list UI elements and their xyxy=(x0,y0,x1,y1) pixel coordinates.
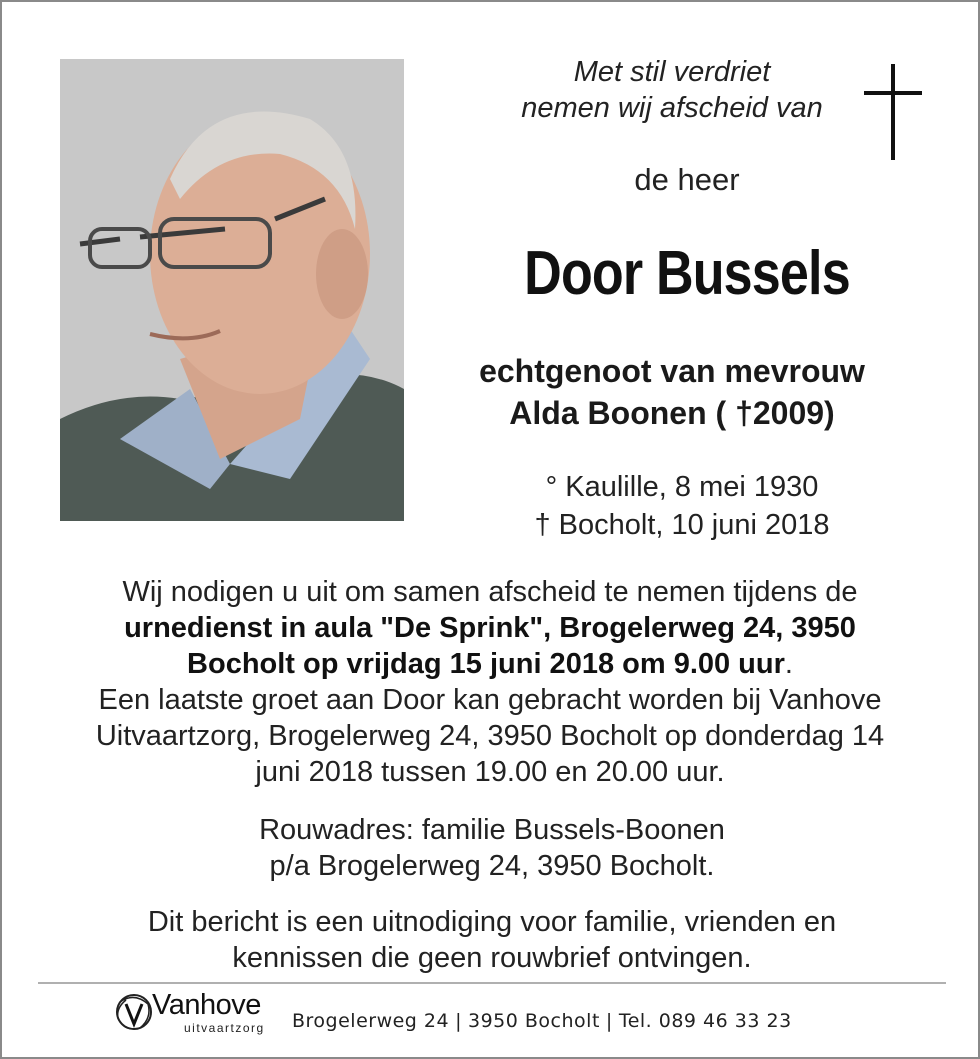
service-line-3: Bocholt op vrijdag 15 juni 2018 om 9.00 uur xyxy=(187,648,785,680)
service-line-4: Een laatste groet aan Door kan gebracht worden bij Vanhove xyxy=(98,684,882,716)
cross-icon xyxy=(864,64,922,162)
portrait-illustration xyxy=(60,59,404,521)
address-line-2: p/a Brogelerweg 24, 3950 Bocholt. xyxy=(269,850,715,882)
notice-line-2: kennissen die geen rouwbrief ontvingen. xyxy=(232,942,752,974)
vanhove-logo xyxy=(112,988,282,1038)
spouse-line-1: echtgenoot van mevrouw xyxy=(479,353,865,389)
spouse-line-2: Alda Boonen ( †2009) xyxy=(509,395,835,431)
footer-separator: | xyxy=(605,1010,613,1032)
logo-subtitle: uitvaartzorg xyxy=(184,1021,265,1035)
service-line-1: Wij nodigen u uit om samen afscheid te nemen tijdens de xyxy=(122,576,858,608)
spouse-info xyxy=(432,350,912,434)
service-announcement xyxy=(22,574,958,790)
intro-line-2: nemen wij afscheid van xyxy=(521,92,823,124)
portrait-photo xyxy=(60,59,404,521)
service-line-6: juni 2018 tussen 19.00 en 20.00 uur. xyxy=(255,756,725,788)
address-line-1: Rouwadres: familie Bussels-Boonen xyxy=(259,814,725,846)
life-dates xyxy=(472,468,892,544)
footer-city: 3950 Bocholt xyxy=(468,1010,600,1032)
mourning-address xyxy=(162,812,822,884)
service-line-5: Uitvaartzorg, Brogelerweg 24, 3950 Bocholt op donderdag 14 xyxy=(95,720,885,752)
intro-line-1: Met stil verdriet xyxy=(573,56,771,88)
footer-street: Brogelerweg 24 xyxy=(292,1010,450,1032)
footer-separator: | xyxy=(455,1010,462,1032)
intro-text xyxy=(472,54,872,126)
logo-name: Vanhove xyxy=(152,989,261,1021)
notice-line-1: Dit bericht is een uitnodiging voor familie, vrienden en xyxy=(147,906,837,938)
death-date: † Bocholt, 10 juni 2018 xyxy=(534,509,830,541)
vanhove-logo-icon xyxy=(112,988,156,1036)
footer-phone: Tel. 089 46 33 23 xyxy=(618,1010,792,1032)
service-line-2: urnedienst in aula "De Sprink", Brogelerweg 24, 3950 xyxy=(124,612,856,644)
footer-contact xyxy=(292,1010,792,1032)
footer-divider xyxy=(38,982,946,984)
honorific: de heer xyxy=(634,162,740,197)
birth-date: ° Kaulille, 8 mei 1930 xyxy=(545,471,819,503)
deceased-name: Door Bussels xyxy=(524,239,850,308)
notice-text xyxy=(62,904,922,976)
service-line-3-tail: . xyxy=(784,648,793,680)
